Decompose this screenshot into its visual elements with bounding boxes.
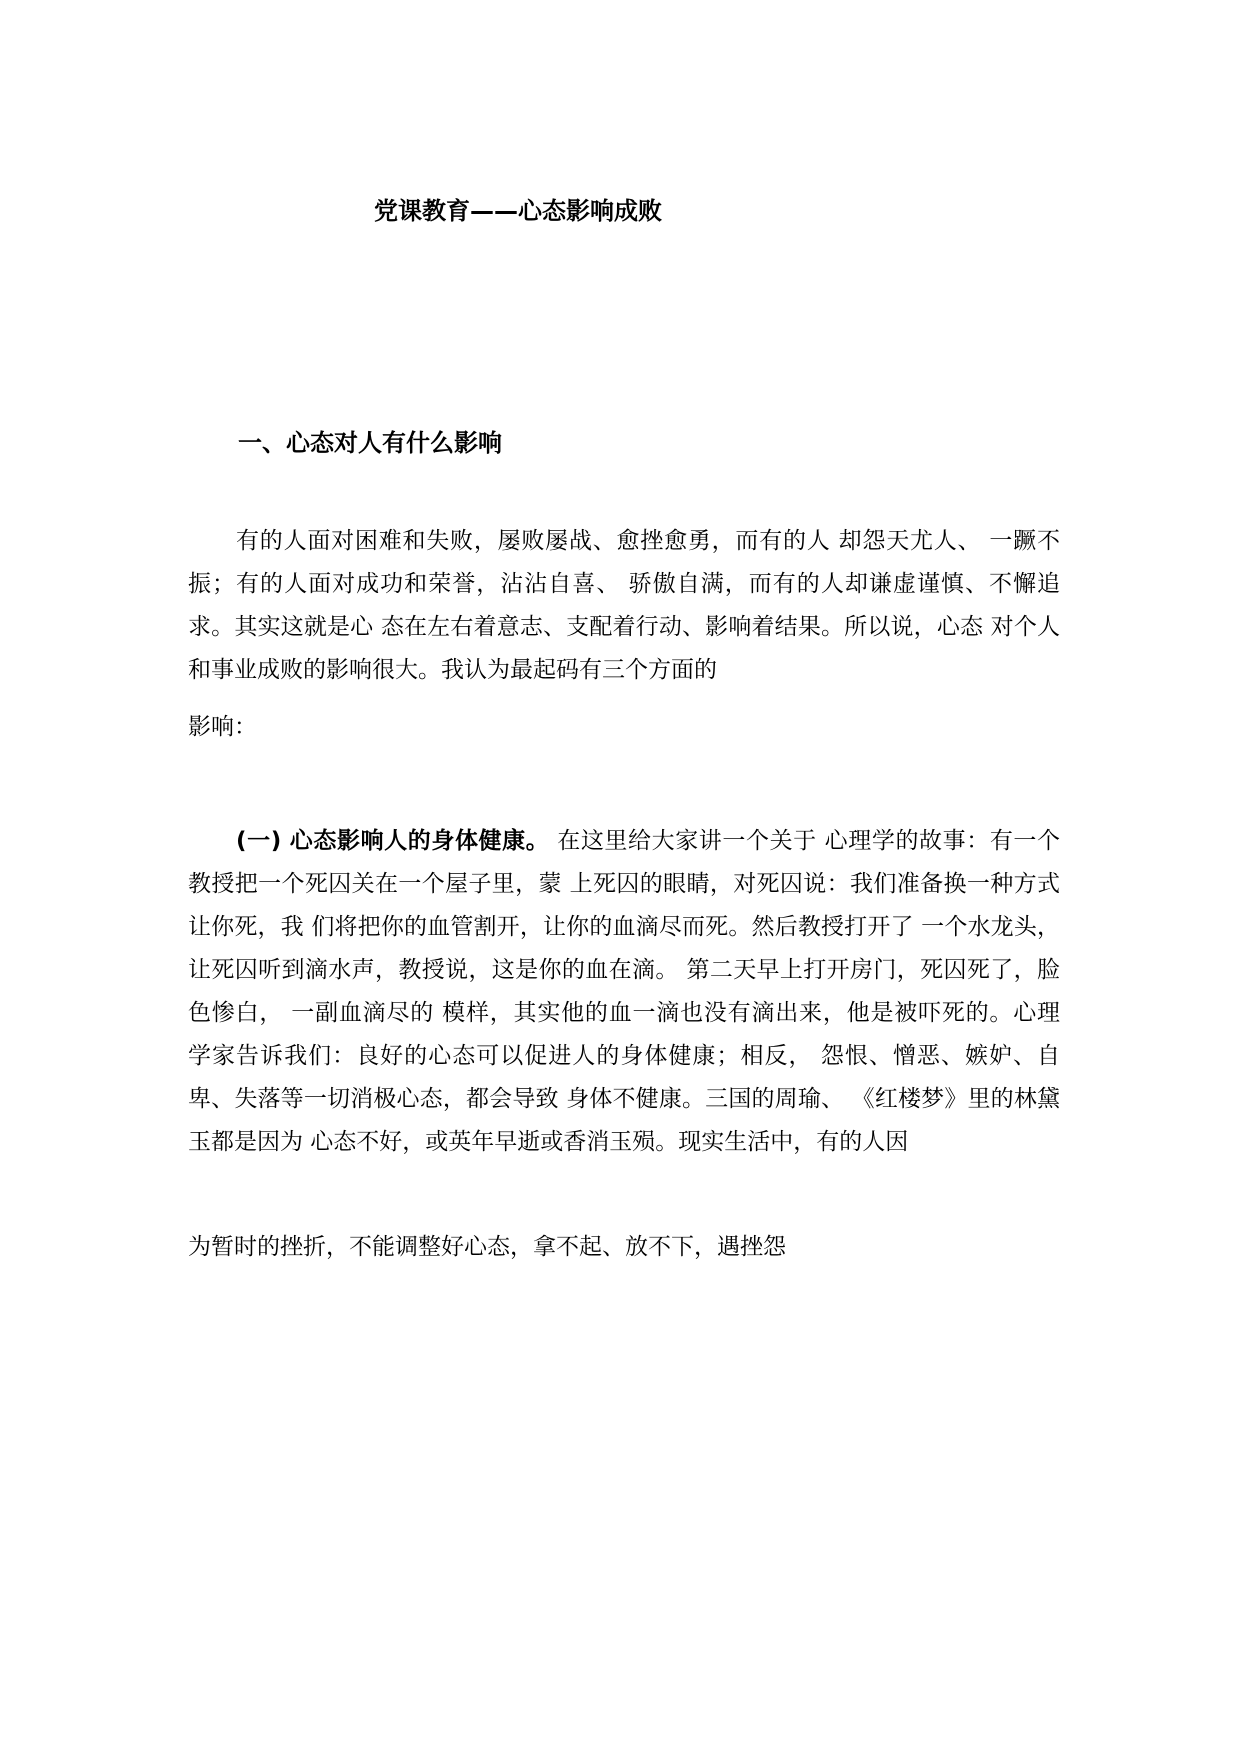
paragraph-2 (188, 820, 1060, 1164)
paragraph-1: 有的人面对困难和失败，屡败屡战、愈挫愈勇，而有的人 却怨天尤人、 一蹶不振；有的人面对成功和荣誉，沾沾自喜、 骄傲自满，而有的人却谦虚谨慎、不懈追求。其实这就是心 态在左右着意志、支配着行动、影响着结果。所以说，心态 对个人和事业成败的影响很大。我认为最起码有三个方面的 (188, 528, 1060, 683)
paragraph-1-tail: 影响： (188, 714, 257, 740)
section-heading: 一、心态对人有什么影响 (238, 429, 502, 457)
document-title: 党课教育——心态影响成败 (374, 197, 662, 225)
subsection-text: 在这里给大家讲一个关于 心理学的故事：有一个教授把一个死囚关在一个屋子里，蒙 上死囚的眼睛，对死囚说：我们准备换一种方式让你死，我 们将把你的血管割开，让你的血滴尽而死。然后教授打开了 一个水龙头，让死囚听到滴水声，教授说，这是你的血在滴。 第二天早上打开房门，死囚死了，脸色惨白， 一副血滴尽的 模样，其实他的血一滴也没有滴出来，他是被吓死的。心理 学家告诉我们：良好的心态可以促进人的身体健康；相反， 怨恨、憎恶、嫉妒、自卑、失落等一切消极心态，都会导致 身体不健康。三国的周瑜、 《红楼梦》里的林黛玉都是因为 心态不好，或英年早逝或香消玉殒。现实生活中，有的人因 (188, 828, 1061, 1155)
paragraph-3: 为暂时的挫折，不能调整好心态，拿不起、放不下，遇挫怨 (188, 1234, 786, 1260)
subsection-lead: (一) 心态影响人的身体健康。 (236, 828, 550, 854)
